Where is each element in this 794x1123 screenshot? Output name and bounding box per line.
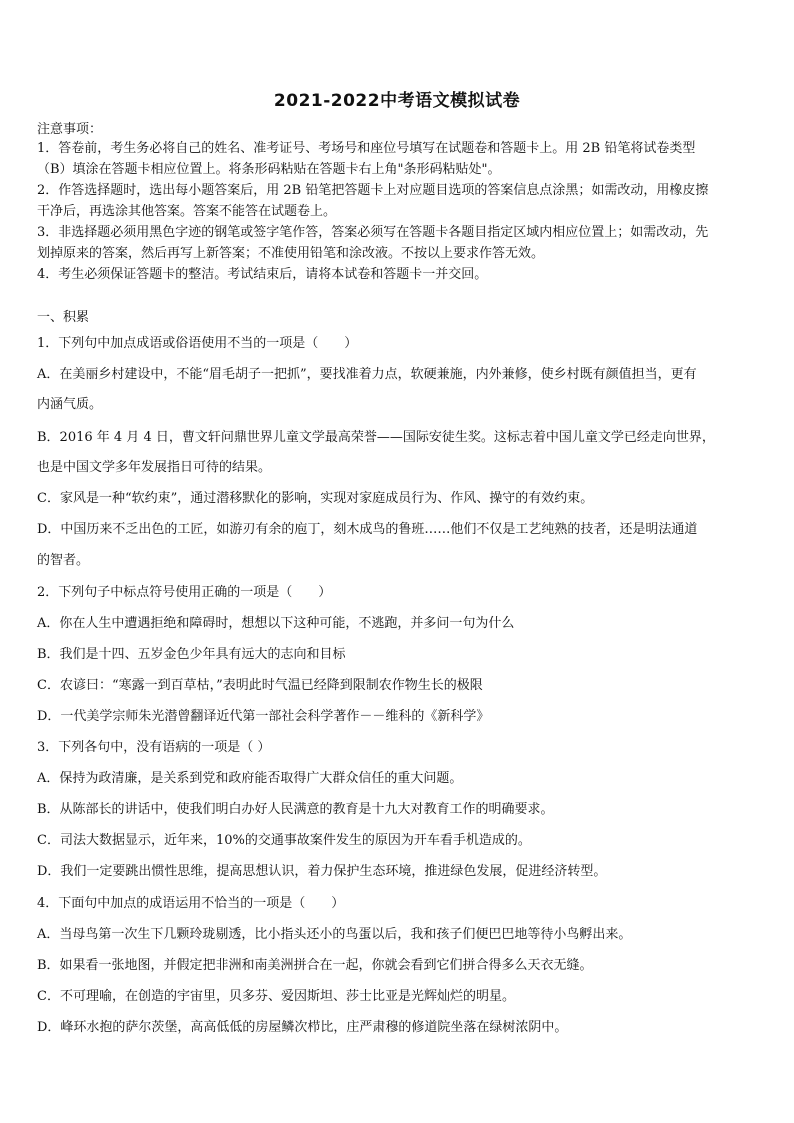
notice-item-4: 4．考生必须保证答题卡的整洁。考试结束后，请将本试卷和答题卡一并交回。 (37, 267, 488, 282)
notice-item-1a: 1．答卷前，考生务必将自己的姓名、准考证号、考场号和座位号填写在试题卷和答题卡上。用 2B 铅笔将试卷类型 (37, 141, 696, 156)
question-4-stem: 4．下面句中加点的成语运用不恰当的一项是（ ） (37, 896, 345, 911)
question-3-stem: 3．下列各句中，没有语病的一项是（ ） (37, 740, 271, 755)
question-2-option-d: D．一代美学宗师朱光潜曾翻译近代第一部社会科学著作－－维科的《新科学》 (37, 709, 490, 724)
question-2-option-c: C．农谚曰：“寒露一到百草枯，”表明此时气温已经降到限制农作物生长的极限 (37, 678, 483, 693)
section-heading: 一、积累 (37, 310, 90, 325)
notice-item-2a: 2．作答选择题时，选出每小题答案后，用 2B 铅笔把答题卡上对应题目选项的答案信息点涂黑；如需改动，用橡皮擦 (37, 183, 709, 198)
question-1-stem: 1．下列句中加点成语或俗语使用不当的一项是（ ） (37, 336, 358, 351)
notice-heading: 注意事项： (37, 122, 103, 137)
question-1-option-d: D．中国历来不乏出色的工匠，如游刃有余的庖丁，刻木成鸟的鲁班……他们不仅是工艺纯熟的技者，还是明法通道 (37, 522, 698, 537)
question-3-option-c: C．司法大数据显示，近年来，10%的交通事故案件发生的原因为开车看手机造成的。 (37, 833, 531, 848)
question-3-option-b: B．从陈部长的讲话中，使我们明白办好人民满意的教育是十九大对教育工作的明确要求。 (37, 802, 554, 817)
question-3-option-a: A．保持为政清廉，是关系到党和政府能否取得广大群众信任的重大问题。 (37, 771, 463, 786)
notice-item-2b: 干净后，再选涂其他答案。答案不能答在试题卷上。 (37, 204, 337, 219)
question-1-option-a-cont: 内涵气质。 (37, 397, 103, 412)
question-4-option-d: D．峰环水抱的萨尔茨堡，高高低低的房屋鳞次栉比，庄严肃穆的修道院坐落在绿树浓阴中。 (37, 1020, 568, 1035)
question-1-option-b: B．2016 年 4 月 4 日，曹文轩问鼎世界儿童文学最高荣誉——国际安徒生奖。这标志着中国儿童文学已经走向世界， (37, 430, 715, 445)
question-4-option-c: C．不可理喻，在创造的宇宙里，贝多芬、爱因斯坦、莎士比亚是光辉灿烂的明星。 (37, 989, 515, 1004)
question-2-option-b: B．我们是十四、五岁金色少年具有远大的志向和目标 (37, 647, 346, 662)
page-title: 2021-2022中考语文模拟试卷 (273, 91, 521, 111)
question-2-stem: 2．下列句子中标点符号使用正确的一项是（ ） (37, 585, 332, 600)
question-2-option-a: A．你在人生中遭遇拒绝和障碍时，想想以下这种可能，不逃跑，并多问一句为什么 (37, 616, 515, 631)
notice-item-3b: 划掉原来的答案，然后再写上新答案；不准使用铅笔和涂改液。不按以上要求作答无效。 (37, 246, 545, 261)
question-1-option-a: A．在美丽乡村建设中，不能“眉毛胡子一把抓”，要找准着力点，软硬兼施，内外兼修，使乡村既有颜值担当，更有 (37, 367, 697, 382)
question-1-option-c: C．家风是一种“软约束”，通过潜移默化的影响，实现对家庭成员行为、作风、操守的有效约束。 (37, 491, 594, 506)
question-1-option-d-cont: 的智者。 (37, 553, 90, 568)
question-4-option-a: A．当母鸟第一次生下几颗玲珑剔透，比小指头还小的鸟蛋以后，我和孩子们便巴巴地等待小鸟孵出来。 (37, 927, 632, 942)
question-3-option-d: D．我们一定要跳出惯性思维，提高思想认识，着力保护生态环境，推进绿色发展，促进经济转型。 (37, 864, 607, 879)
notice-item-1b: （B）填涂在答题卡相应位置上。将条形码粘贴在答题卡右上角"条形码粘贴处"。 (37, 162, 501, 177)
question-1-option-b-cont: 也是中国文学多年发展指日可待的结果。 (37, 460, 272, 475)
question-4-option-b: B．如果看一张地图，并假定把非洲和南美洲拼合在一起，你就会看到它们拼合得多么天衣无缝。 (37, 958, 593, 973)
notice-item-3a: 3．非选择题必须用黑色字迹的钢笔或签字笔作答，答案必须写在答题卡各题目指定区域内相应位置上；如需改动，先 (37, 225, 709, 240)
